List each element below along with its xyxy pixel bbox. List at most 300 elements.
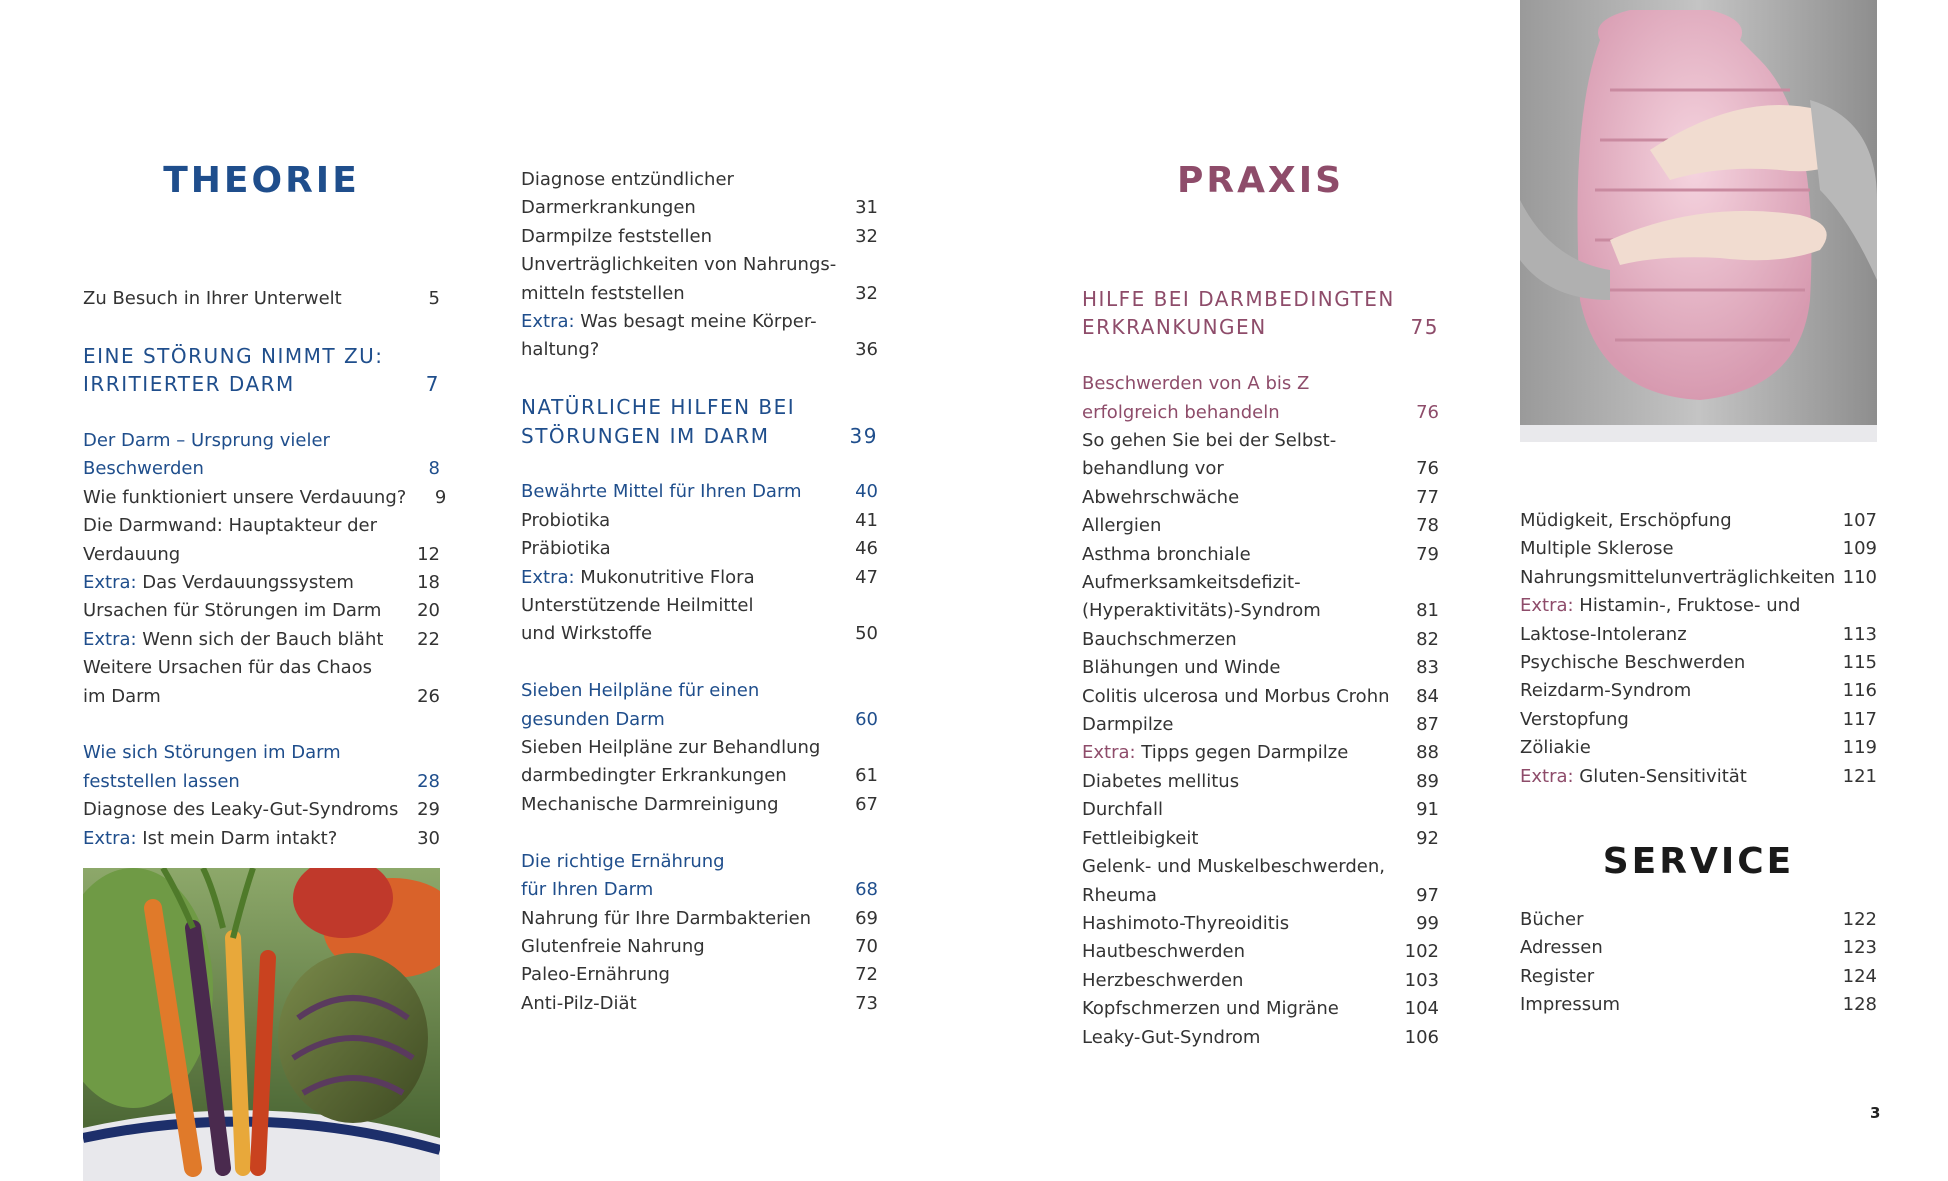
praxis-column	[1082, 160, 1439, 1052]
toc-entry-title	[1520, 564, 1835, 592]
toc-entry-title	[521, 422, 770, 450]
toc-entry	[521, 166, 878, 194]
toc-entry-title	[1520, 507, 1732, 535]
toc-entry	[1082, 711, 1439, 739]
entry-text: im Darm	[83, 685, 161, 707]
toc-entry-title	[521, 592, 754, 620]
toc-page-number: 76	[1416, 458, 1439, 480]
toc-entry-title	[1520, 963, 1594, 991]
vegetables-photo	[83, 868, 440, 1181]
entry-text: Gluten-Sensitivität	[1573, 765, 1747, 787]
toc-entry	[521, 223, 878, 251]
entry-text: Bewährte Mittel für Ihren Darm	[521, 481, 802, 503]
toc-page-number: 113	[1842, 623, 1877, 645]
toc-page-number: 121	[1842, 765, 1877, 787]
toc-entry	[521, 905, 878, 933]
toc-entry	[1082, 796, 1439, 824]
toc-entry	[1082, 995, 1439, 1023]
toc-entry-title	[1082, 882, 1157, 910]
toc-entry	[1082, 541, 1439, 569]
toc-entry-title	[1082, 512, 1161, 540]
entry-text: Darmpilze	[1082, 714, 1174, 736]
toc-page-number: 9	[434, 486, 447, 508]
toc-page-number: 12	[417, 543, 440, 565]
toc-entry-title	[83, 512, 377, 540]
toc-entry	[83, 569, 440, 597]
entry-text: Ist mein Darm intakt?	[136, 827, 338, 849]
entry-text: Paleo-Ernährung	[521, 964, 670, 986]
toc-entry-title	[1520, 734, 1591, 762]
toc-entry-title	[1082, 825, 1198, 853]
toc-entry-title	[1082, 285, 1395, 313]
entry-text: Kopfschmerzen und Migräne	[1082, 998, 1339, 1020]
toc-entry-title	[521, 251, 836, 279]
toc-entry	[521, 933, 878, 961]
entry-text: Nahrung für Ihre Darmbakterien	[521, 907, 812, 929]
toc-subsection	[521, 876, 878, 904]
entry-text: NATÜRLICHE HILFEN BEI	[521, 395, 796, 420]
entry-text: STÖRUNGEN IM DARM	[521, 423, 770, 448]
toc-page-number: 60	[855, 708, 878, 730]
toc-entry	[1082, 910, 1439, 938]
entry-text: Glutenfreie Nahrung	[521, 935, 705, 957]
toc-page-number: 88	[1416, 742, 1439, 764]
toc-page-number: 81	[1416, 600, 1439, 622]
toc-page-number: 122	[1842, 909, 1877, 931]
entry-text: Laktose-Intoleranz	[1520, 623, 1687, 645]
toc-entry	[1082, 825, 1439, 853]
toc-entry	[83, 683, 440, 711]
toc-entry	[83, 626, 440, 654]
toc-page-number: 78	[1416, 515, 1439, 537]
entry-text: Darmpilze feststellen	[521, 225, 713, 247]
entry-text: Zu Besuch in Ihrer Unterwelt	[83, 288, 342, 309]
toc-entry-title	[521, 876, 653, 904]
toc-section-heading	[1082, 285, 1439, 313]
entry-text: erfolgreich behandeln	[1082, 401, 1280, 423]
toc-spacer	[83, 399, 440, 427]
entry-text: Hautbeschwerden	[1082, 941, 1246, 963]
toc-entry-title	[83, 285, 342, 313]
toc-entry-title	[1082, 484, 1239, 512]
toc-entry	[521, 620, 878, 648]
toc-page-number: 22	[417, 628, 440, 650]
toc-entry-title	[1082, 399, 1280, 427]
toc-entry-title	[1082, 1024, 1260, 1052]
toc-entry-title	[1082, 455, 1224, 483]
toc-subsection	[521, 706, 878, 734]
toc-entry-title	[1082, 626, 1237, 654]
toc-entry-title	[521, 308, 817, 336]
entry-text: Diabetes mellitus	[1082, 770, 1240, 792]
toc-entry	[1520, 564, 1877, 592]
service-heading: SERVICE	[1602, 841, 1795, 883]
toc-entry	[1520, 621, 1877, 649]
entry-text: und Wirkstoffe	[521, 623, 653, 645]
toc-entry	[521, 762, 878, 790]
entry-text: Das Verdauungssystem	[136, 572, 354, 594]
toc-entry-title	[1520, 535, 1674, 563]
entry-text: Mechanische Darmreinigung	[521, 793, 779, 815]
entry-text: Unverträglichkeiten von Nahrungs-	[521, 254, 837, 276]
entry-text: Anti-Pilz-Diät	[521, 992, 637, 1014]
toc-page-number: 79	[1416, 543, 1439, 565]
entry-text: Reizdarm-Syndrom	[1520, 680, 1692, 702]
entry-text: mitteln feststellen	[521, 282, 685, 304]
entry-text: ERKRANKUNGEN	[1082, 315, 1267, 340]
toc-page-number: 82	[1416, 628, 1439, 650]
toc-entry-title	[1082, 768, 1239, 796]
toc-entry-title	[83, 739, 341, 767]
toc-entry-title	[83, 427, 330, 455]
entry-text: Präbiotika	[521, 538, 611, 560]
toc-entry-title	[1082, 427, 1336, 455]
toc-entry	[1082, 853, 1439, 881]
toc-entry-title	[521, 223, 712, 251]
entry-text: Blähungen und Winde	[1082, 657, 1281, 679]
entry-text: Aufmerksamkeitsdefizit-	[1082, 572, 1301, 594]
toc-entry	[1082, 683, 1439, 711]
entry-text: Ursachen für Störungen im Darm	[83, 600, 382, 622]
toc-entry-title	[521, 990, 637, 1018]
toc-subsection	[83, 768, 440, 796]
toc-page-number: 84	[1416, 685, 1439, 707]
entry-text: Colitis ulcerosa und Morbus Crohn	[1082, 685, 1390, 707]
toc-entry-title	[521, 393, 795, 421]
toc-entry-title	[1082, 995, 1339, 1023]
toc-section-heading	[521, 393, 878, 421]
praxis-toc	[1082, 285, 1439, 1052]
entry-text: HILFE BEI DARMBEDINGTEN	[1082, 287, 1395, 311]
toc-section-heading	[1082, 313, 1439, 341]
toc-entry	[1082, 484, 1439, 512]
entry-text: So gehen Sie bei der Selbst-	[1082, 430, 1337, 452]
toc-page-number: 46	[855, 538, 878, 560]
toc-spacer	[521, 819, 878, 847]
toc-entry	[521, 336, 878, 364]
entry-text: Verdauung	[83, 543, 181, 565]
toc-entry	[1082, 597, 1439, 625]
entry-text: gesunden Darm	[521, 708, 665, 730]
entry-text: Wie sich Störungen im Darm	[83, 742, 341, 764]
theorie-column	[83, 160, 447, 853]
toc-entry-title	[1520, 763, 1747, 791]
toc-entry-title	[521, 762, 787, 790]
toc-page-number: 29	[417, 799, 440, 821]
entry-text: Die Darmwand: Hauptakteur der	[83, 515, 378, 537]
toc-entry-title	[83, 597, 381, 625]
toc-spacer	[83, 313, 440, 341]
extra-label: Extra:	[521, 566, 575, 588]
toc-entry	[521, 791, 878, 819]
toc-page-number: 73	[855, 992, 878, 1014]
toc-page-number: 92	[1416, 827, 1439, 849]
toc-entry-title	[83, 541, 180, 569]
theorie-heading: THEORIE	[163, 160, 360, 201]
toc-page-number: 116	[1842, 680, 1877, 702]
toc-entry-title	[521, 280, 685, 308]
toc-entry	[83, 541, 440, 569]
toc-page-number: 40	[855, 481, 878, 503]
toc-spacer	[521, 365, 878, 393]
toc-page-number: 115	[1842, 652, 1877, 674]
toc-page-number: 76	[1416, 401, 1439, 423]
toc-entry	[83, 654, 440, 682]
toc-entry	[521, 308, 878, 336]
toc-page-number: 5	[428, 288, 440, 309]
toc-page-number: 97	[1416, 884, 1439, 906]
toc-entry	[83, 597, 440, 625]
toc-entry	[521, 280, 878, 308]
toc-entry	[1082, 455, 1439, 483]
toc-entry	[1520, 906, 1877, 934]
toc-page-number: 36	[855, 339, 878, 361]
toc-page-number: 123	[1842, 937, 1877, 959]
toc-subsection	[521, 848, 878, 876]
toc-entry-title	[521, 933, 705, 961]
toc-entry-title	[83, 768, 240, 796]
toc-entry-title	[521, 961, 670, 989]
toc-page-number: 39	[849, 423, 878, 448]
toc-entry-title	[521, 706, 665, 734]
toc-entry-title	[83, 455, 204, 483]
entry-text: Psychische Beschwerden	[1520, 652, 1746, 674]
entry-text: Was besagt meine Körper-	[574, 311, 817, 333]
entry-text: darmbedingter Erkrankungen	[521, 765, 787, 787]
entry-text: Histamin-, Fruktose- und	[1573, 595, 1801, 617]
toc-entry-title	[1082, 796, 1163, 824]
toc-page-number: 69	[855, 907, 878, 929]
toc-entry	[83, 285, 440, 313]
toc-page-number: 50	[855, 623, 878, 645]
entry-text: Tipps gegen Darmpilze	[1135, 742, 1349, 764]
entry-text: Wie funktioniert unsere Verdauung?	[83, 486, 407, 508]
toc-entry	[521, 194, 878, 222]
toc-entry-title	[521, 734, 820, 762]
toc-entry	[1520, 535, 1877, 563]
toc-entry	[521, 251, 878, 279]
entry-text: Gelenk- und Muskelbeschwerden,	[1082, 856, 1385, 878]
entry-text: Sieben Heilpläne für einen	[521, 680, 760, 702]
toc-entry	[83, 512, 440, 540]
toc-entry-title	[1520, 991, 1620, 1019]
toc-entry	[1520, 706, 1877, 734]
toc-page-number: 77	[1416, 486, 1439, 508]
extra-label: Extra:	[83, 628, 137, 650]
toc-entry	[1520, 934, 1877, 962]
entry-text: Diagnose des Leaky-Gut-Syndroms	[83, 799, 399, 821]
entry-text: Diagnose entzündlicher	[521, 169, 734, 190]
entry-text: Hashimoto-Thyreoiditis	[1082, 912, 1290, 934]
toc-entry-title	[1520, 621, 1687, 649]
theorie-column-continued	[521, 166, 878, 1018]
toc-entry-title	[1082, 597, 1321, 625]
toc-entry	[521, 734, 878, 762]
toc-entry-title	[521, 564, 755, 592]
toc-page-number: 119	[1842, 737, 1877, 759]
entry-text: (Hyperaktivitäts)-Syndrom	[1082, 600, 1321, 622]
toc-entry	[83, 796, 440, 824]
toc-page-number: 68	[855, 879, 878, 901]
toc-entry	[521, 535, 878, 563]
entry-text: EINE STÖRUNG NIMMT ZU:	[83, 343, 384, 368]
entry-text: Abwehrschwäche	[1082, 486, 1240, 508]
toc-entry-title	[521, 848, 725, 876]
entry-text: Weitere Ursachen für das Chaos	[83, 657, 373, 679]
entry-text: Der Darm – Ursprung vieler	[83, 430, 330, 451]
toc-entry-title	[521, 791, 779, 819]
toc-entry-title	[83, 683, 161, 711]
toc-entry-title	[83, 626, 383, 654]
entry-text: Beschwerden	[83, 458, 204, 480]
praxis-heading: PRAXIS	[1176, 160, 1345, 201]
toc-entry	[1082, 512, 1439, 540]
toc-page-number: 107	[1842, 510, 1877, 531]
entry-text: Bauchschmerzen	[1082, 628, 1237, 650]
toc-entry-title	[83, 484, 406, 512]
entry-text: Unterstützende Heilmittel	[521, 595, 754, 617]
entry-text: Verstopfung	[1520, 708, 1629, 730]
toc-entry	[83, 825, 440, 853]
toc-entry-title	[1082, 967, 1243, 995]
entry-text: Asthma bronchiale	[1082, 543, 1251, 565]
toc-entry	[521, 507, 878, 535]
toc-subsection	[521, 677, 878, 705]
entry-text: Nahrungsmittelunverträglichkeiten	[1520, 566, 1836, 588]
toc-entry-title	[83, 370, 295, 398]
toc-entry	[1082, 882, 1439, 910]
entry-text: Fettleibigkeit	[1082, 827, 1199, 849]
toc-page-number: 87	[1416, 714, 1439, 736]
toc-page-number: 28	[417, 770, 440, 792]
toc-page-number: 32	[855, 225, 878, 247]
toc-page-number: 75	[1410, 315, 1439, 340]
entry-text: Darmerkrankungen	[521, 197, 696, 219]
entry-text: Mukonutritive Flora	[574, 566, 755, 588]
toc-page-number: 91	[1416, 799, 1439, 821]
toc-entry-title	[1520, 706, 1629, 734]
toc-entry-title	[1520, 934, 1603, 962]
entry-text: Müdigkeit, Erschöpfung	[1520, 510, 1732, 531]
toc-section-heading	[83, 370, 440, 398]
toc-entry	[1082, 654, 1439, 682]
toc-entry	[521, 990, 878, 1018]
toc-subsection	[83, 739, 440, 767]
toc-page-number: 47	[855, 566, 878, 588]
entry-text: Bücher	[1520, 909, 1584, 931]
entry-text: für Ihren Darm	[521, 879, 654, 901]
toc-entry	[1082, 768, 1439, 796]
toc-entry-title	[83, 342, 384, 370]
toc-subsection	[83, 455, 440, 483]
toc-entry	[1520, 991, 1877, 1019]
toc-entry-title	[1082, 313, 1267, 341]
entry-text: Allergien	[1082, 515, 1162, 537]
entry-text: Rheuma	[1082, 884, 1157, 906]
toc-entry	[1082, 427, 1439, 455]
extra-label: Extra:	[1520, 595, 1574, 617]
page-number: 3	[1870, 1104, 1881, 1122]
toc-page-number: 106	[1404, 1026, 1439, 1048]
entry-text: Die richtige Ernährung	[521, 850, 725, 872]
toc-entry	[1082, 967, 1439, 995]
toc-page-number: 31	[855, 197, 878, 219]
toc-page-number: 70	[855, 935, 878, 957]
toc-entry	[1082, 739, 1439, 767]
toc-page-number: 7	[425, 372, 440, 397]
entry-text: Durchfall	[1082, 799, 1163, 821]
vegetables-illustration	[83, 868, 440, 1181]
entry-text: Leaky-Gut-Syndrom	[1082, 1026, 1261, 1048]
entry-text: Impressum	[1520, 994, 1621, 1016]
extra-label: Extra:	[1520, 765, 1574, 787]
theorie-toc	[83, 285, 447, 853]
toc-entry-title	[1520, 906, 1584, 934]
toc-entry	[1082, 938, 1439, 966]
toc-entry	[1520, 677, 1877, 705]
toc-entry-title	[1082, 910, 1289, 938]
entry-text: Adressen	[1520, 937, 1603, 959]
extra-label: Extra:	[83, 572, 137, 594]
entry-text: feststellen lassen	[83, 770, 240, 792]
toc-entry-title	[1082, 938, 1245, 966]
extra-label: Extra:	[1082, 742, 1136, 764]
toc-entry-title	[83, 654, 372, 682]
toc-entry	[1082, 626, 1439, 654]
toc-entry	[1082, 569, 1439, 597]
toc-entry	[521, 564, 878, 592]
toc-page-number: 20	[417, 600, 440, 622]
toc-entry-title	[1520, 649, 1745, 677]
toc-entry-title	[1520, 677, 1691, 705]
toc-page-number: 110	[1842, 566, 1877, 588]
toc-subsection	[1082, 399, 1439, 427]
toc-entry-title	[1082, 853, 1385, 881]
toc-page-number: 26	[417, 685, 440, 707]
toc-entry-title	[83, 796, 398, 824]
entry-text: Probiotika	[521, 509, 611, 531]
entry-text: Sieben Heilpläne zur Behandlung	[521, 737, 821, 759]
toc-page-number: 103	[1404, 969, 1439, 991]
toc-subsection	[521, 478, 878, 506]
toc-entry-title	[1082, 541, 1251, 569]
praxis-column-continued	[1520, 507, 1877, 1020]
toc-page-number: 124	[1842, 965, 1877, 987]
toc-subsection	[83, 427, 440, 455]
toc-page-number: 104	[1404, 998, 1439, 1020]
toc-spacer	[83, 711, 440, 739]
toc-page-number: 32	[855, 282, 878, 304]
toc-entry-title	[521, 166, 734, 194]
service-toc	[1520, 906, 1877, 1020]
entry-text: Multiple Sklerose	[1520, 538, 1674, 560]
toc-entry-title	[1082, 739, 1348, 767]
entry-text: haltung?	[521, 339, 600, 361]
entry-text: IRRITIERTER DARM	[83, 372, 295, 397]
toc-entry-title	[521, 507, 610, 535]
toc-entry	[1520, 763, 1877, 791]
entry-text: Wenn sich der Bauch bläht	[136, 628, 384, 650]
toc-page-number: 99	[1416, 912, 1439, 934]
toc-entry-title	[521, 194, 696, 222]
toc-page-number: 102	[1404, 941, 1439, 963]
entry-text: Herzbeschwerden	[1082, 969, 1244, 991]
toc-entry	[1520, 649, 1877, 677]
toc-section-heading	[521, 422, 878, 450]
toc-page-number: 18	[417, 572, 440, 594]
toc-section-heading	[83, 342, 440, 370]
hot-water-bottle-illustration	[1520, 0, 1877, 442]
